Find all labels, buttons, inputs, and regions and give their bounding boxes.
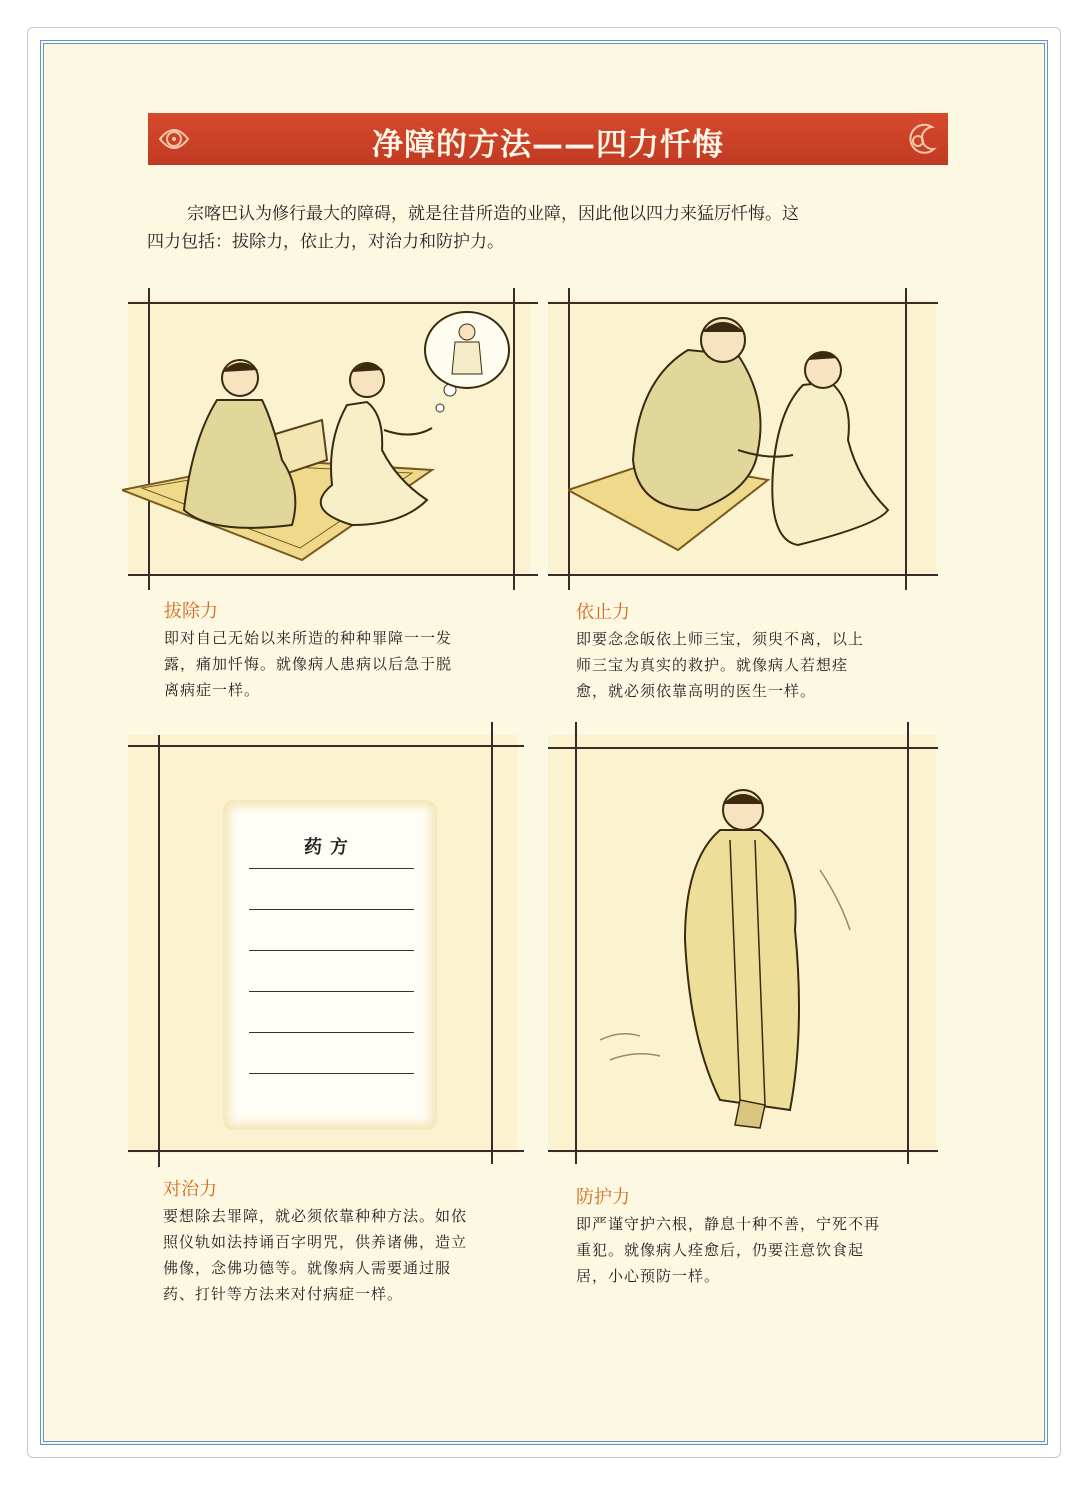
panel-3-text: 要想除去罪障，就必须依靠种种方法。如依 照仪轨如法持诵百字明咒，供养诸佛，造立 佛像，念佛功德等。就像病人需要通过服 药、打针等方法来对付病症一样。 xyxy=(163,1207,468,1303)
prescription-line xyxy=(249,868,414,869)
intro-line: 四力包括：拔除力，依止力，对治力和防护力。 xyxy=(147,232,504,252)
panel-2-label: 依止力 xyxy=(576,602,630,623)
prescription-line xyxy=(249,950,414,951)
panel-4-label: 防护力 xyxy=(576,1187,630,1208)
panel-1-text: 即对自己无始以来所造的种种罪障一一发 露，痛加忏悔。就像病人患病以后急于脱 离病症一样。 xyxy=(164,629,453,699)
panel-2-text: 即要念念皈依上师三宝，须臾不离，以上 师三宝为真实的救护。就像病人若想痊 愈，就必须依靠高明的医生一样。 xyxy=(576,630,865,700)
page-title: 净障的方法——四力忏悔 xyxy=(372,127,724,163)
panel-4-text: 即严谨守护六根，静息十种不善，宁死不再 重犯。就像病人痊愈后，仍要注意饮食起 居，小心预防一样。 xyxy=(576,1215,881,1285)
standing-monk-illustration xyxy=(590,780,890,1140)
panel-1-label: 拔除力 xyxy=(164,601,218,622)
intro-paragraph xyxy=(147,200,937,256)
prescription-line xyxy=(249,1032,414,1033)
prescription-line xyxy=(249,1073,414,1074)
kneeling-confession-illustration xyxy=(122,310,512,572)
prescription-line xyxy=(249,909,414,910)
prescription-title: 药方 xyxy=(304,837,356,858)
intro-line: 宗喀巴认为修行最大的障碍，就是往昔所造的业障，因此他以四力来猛厉忏悔。这 xyxy=(187,204,799,224)
title-banner xyxy=(148,113,948,165)
prescription-sheet xyxy=(223,800,437,1130)
prescription-line xyxy=(249,991,414,992)
panel-3-label: 对治力 xyxy=(163,1179,217,1200)
doctor-guidance-illustration xyxy=(568,310,903,572)
crescent-ornament-icon xyxy=(902,119,942,159)
